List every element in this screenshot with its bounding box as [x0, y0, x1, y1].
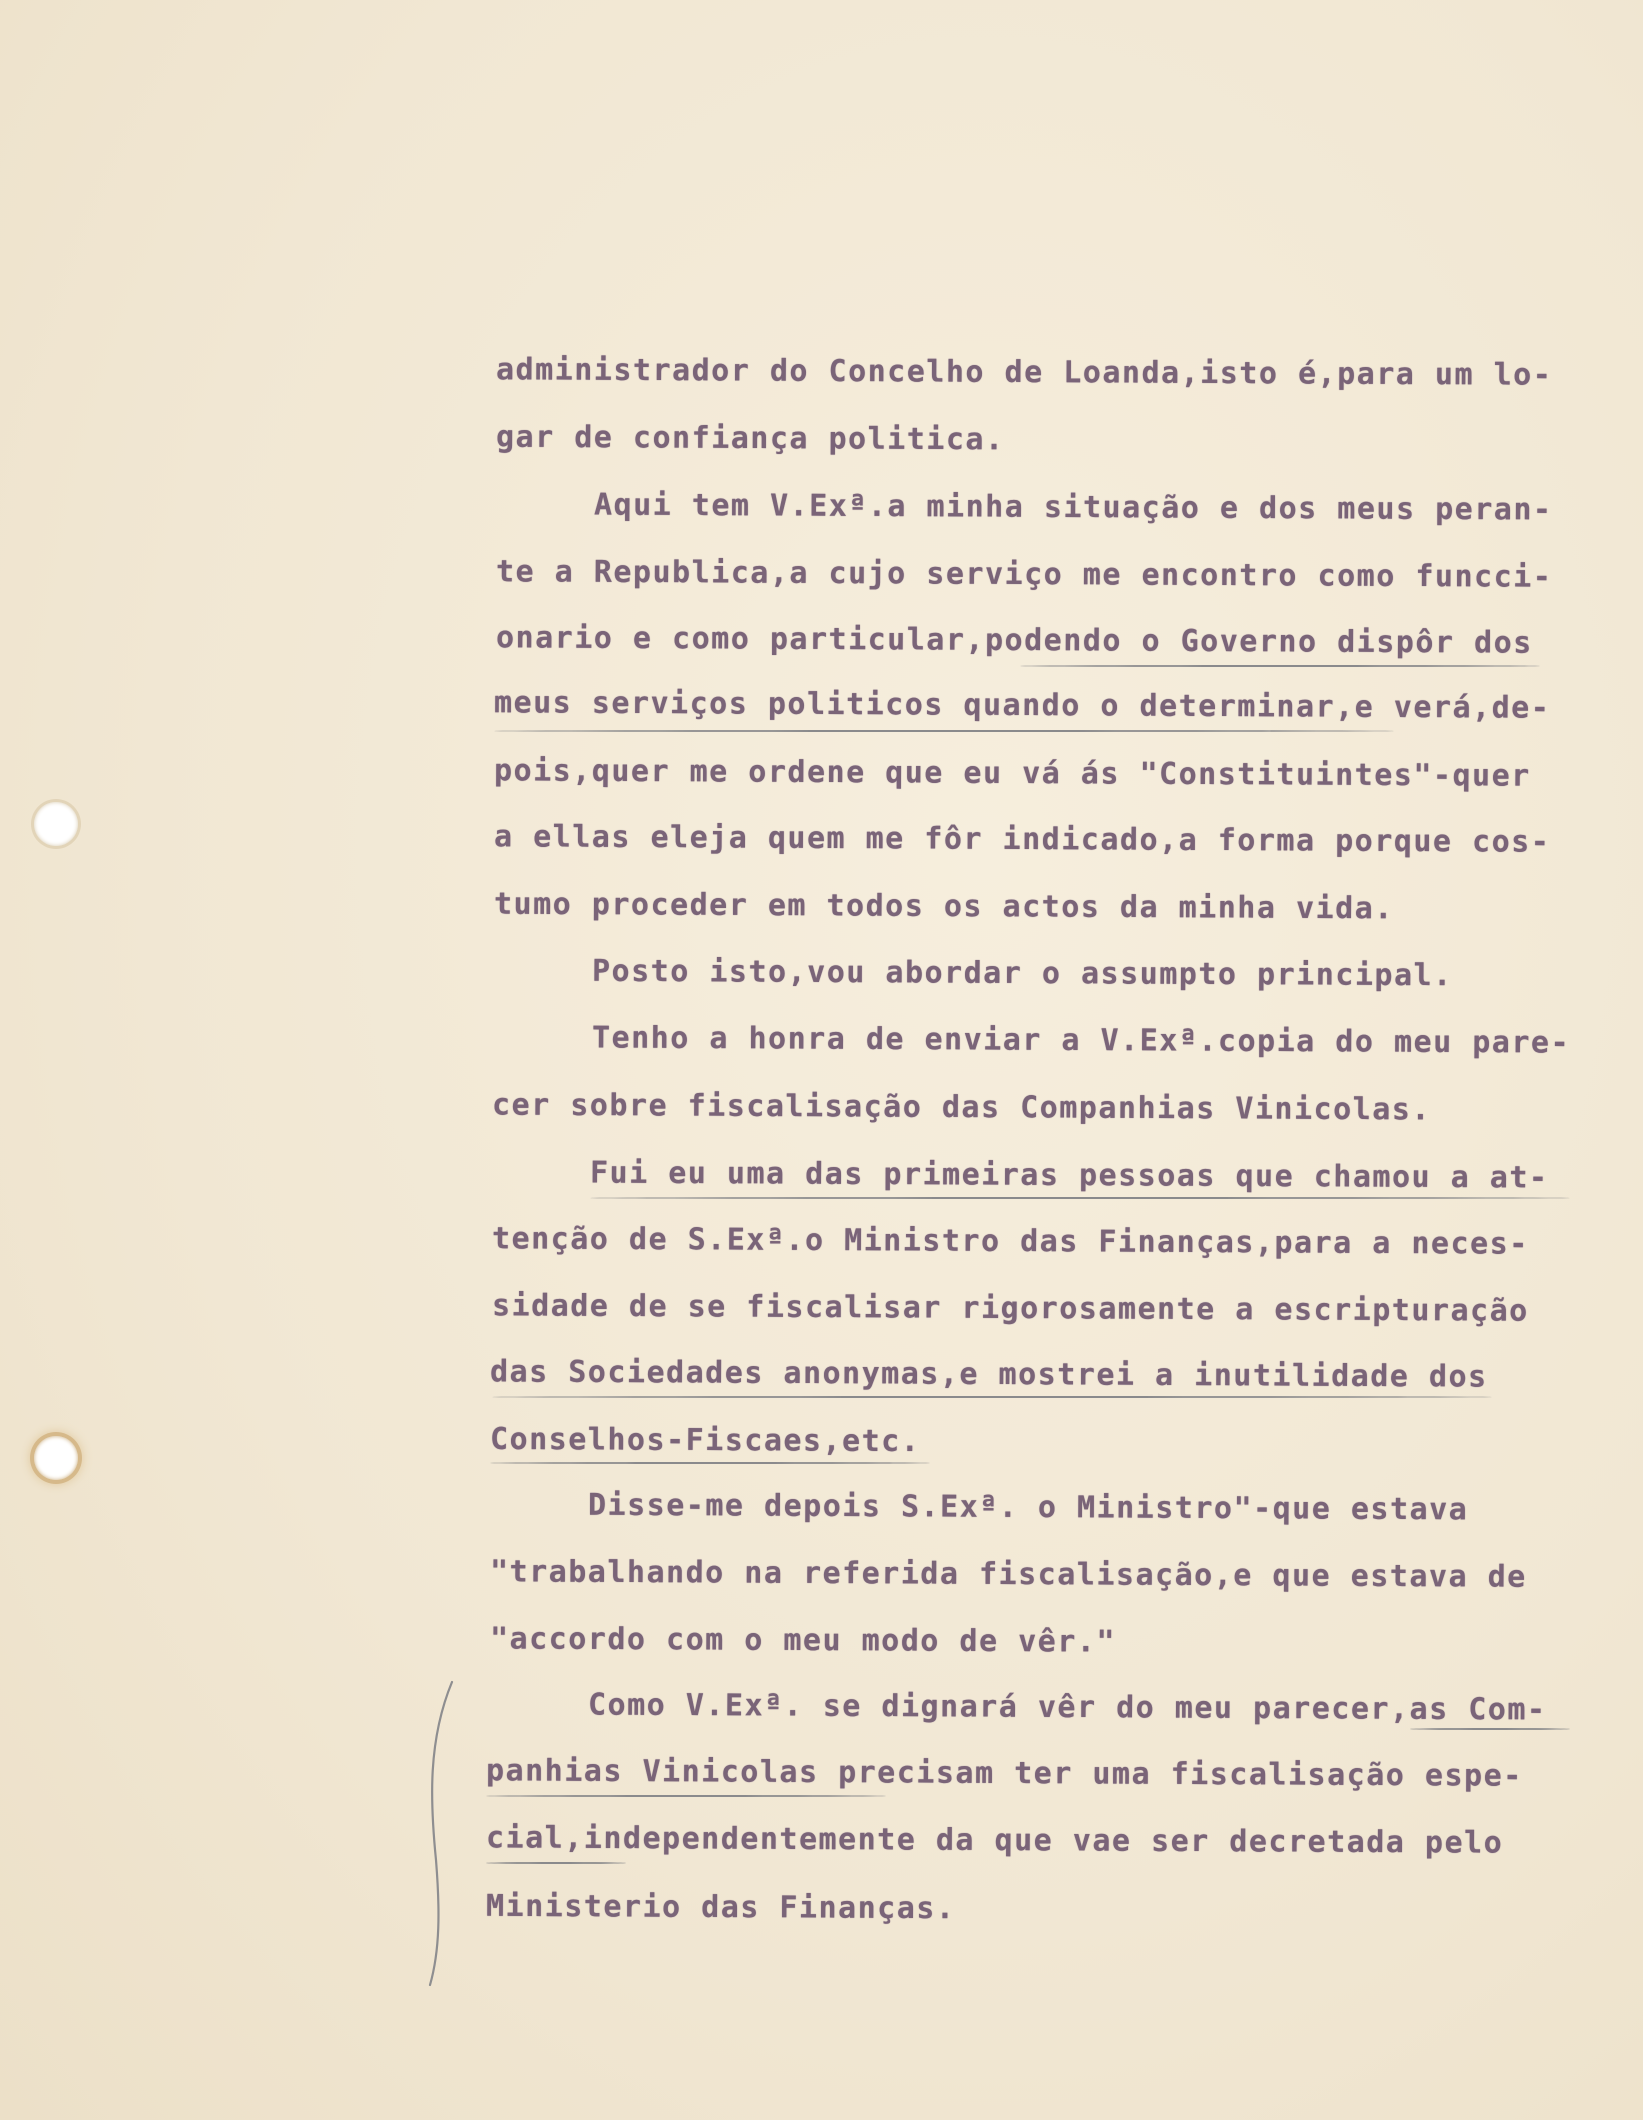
- text-line: sidade de se fiscalisar rigorosamente a escripturação: [491, 1288, 1529, 1329]
- text-line: Disse-me depois S.Exª. o Ministro"-que estava: [587, 1487, 1469, 1528]
- text-line: Conselhos-Fiscaes,etc.: [489, 1421, 921, 1460]
- text-line: te a Republica,a cujo serviço me encontro como funcci-: [495, 554, 1553, 595]
- text-line: tumo proceder em todos os actos da minha vida.: [493, 886, 1394, 927]
- text-line: onario e como particular,podendo o Governo dispôr dos: [495, 620, 1533, 661]
- text-line: "trabalhando na referida fiscalisação,e que estava de: [489, 1554, 1527, 1595]
- text-line: pois,quer me ordene que eu vá ás "Constituintes"-quer: [493, 753, 1531, 794]
- text-line: cial,independentemente da que vae ser decretada pelo: [485, 1820, 1504, 1861]
- text-line: a ellas eleja quem me fôr indicado,a forma porque cos-: [493, 819, 1551, 860]
- text-line: das Sociedades anonymas,e mostrei a inutilidade dos: [489, 1354, 1488, 1395]
- text-line: "accordo com o meu modo de vêr.": [489, 1621, 1117, 1660]
- text-line: administrador do Concelho de Loanda,isto é,para um lo-: [495, 352, 1553, 393]
- text-line: meus serviços politicos quando o determinar,e verá,de-: [493, 685, 1551, 726]
- text-line: gar de confiança politica.: [495, 419, 1005, 458]
- text-line: Aqui tem V.Exª.a minha situação e dos meus peran-: [593, 487, 1553, 528]
- text-line: Fui eu uma das primeiras pessoas que chamou a at-: [589, 1155, 1549, 1196]
- text-line: Como V.Exª. se dignará vêr do meu parecer,as Com-: [587, 1687, 1547, 1728]
- text-line: tenção de S.Exª.o Ministro das Finanças,para a neces-: [491, 1221, 1529, 1262]
- text-line: Tenho a honra de enviar a V.Exª.copia do meu pare-: [591, 1020, 1571, 1061]
- text-line: panhias Vinicolas precisam ter uma fiscalisação espe-: [485, 1753, 1523, 1794]
- text-line: Posto isto,vou abordar o assumpto principal.: [591, 953, 1453, 994]
- text-line: cer sobre fiscalisação das Companhias Vinicolas.: [491, 1087, 1432, 1128]
- text-line: Ministerio das Finanças.: [485, 1888, 956, 1927]
